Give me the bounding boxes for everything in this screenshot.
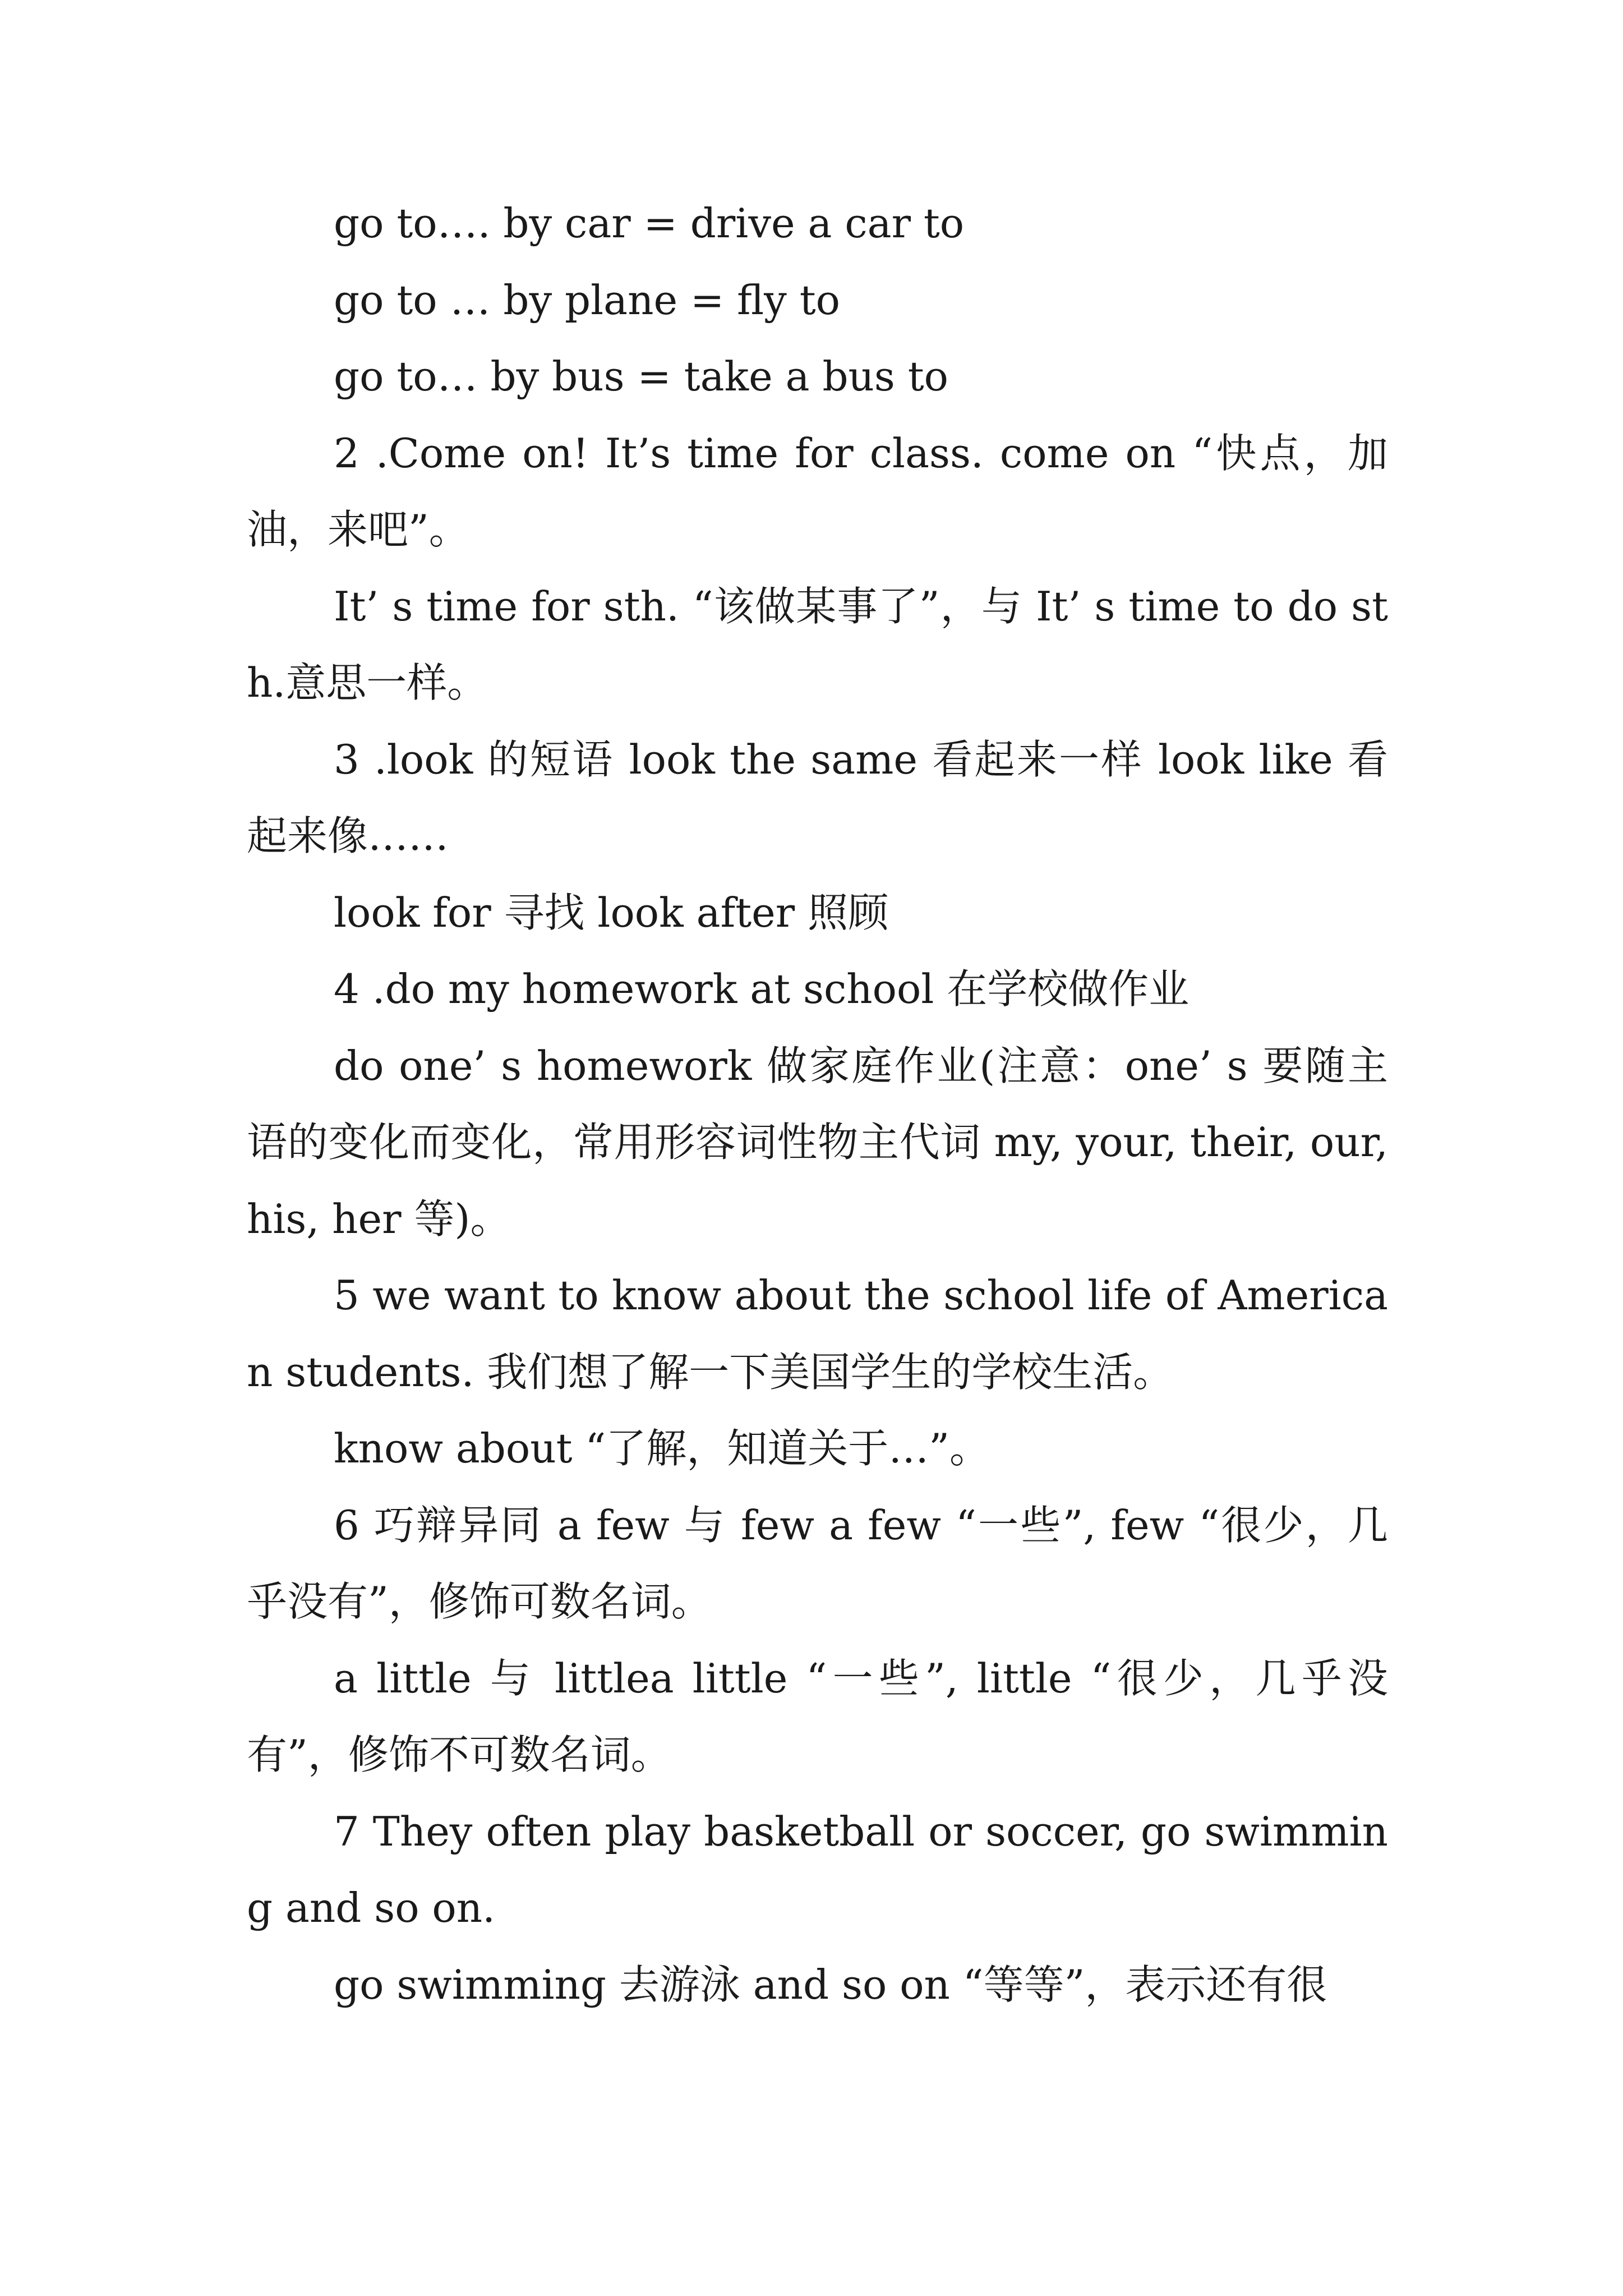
document-body: [247, 185, 1401, 2023]
paragraph-7: look for 寻找 look after 照顾: [334, 889, 889, 936]
paragraph-9: do one’ s homework 做家庭作业(注意：one’ s 要随主语的变化而变化，常用形容词性物主代词 my, your, their, our, his, her 等)。: [247, 1042, 1401, 1243]
paragraph-13: a little 与 littlea little “一些”, little “很少，几乎没有”，修饰不可数名词。: [247, 1654, 1388, 1778]
paragraph-3: go to… by bus = take a bus to: [334, 353, 949, 400]
paragraph-2: go to … by plane = fly to: [334, 276, 841, 324]
paragraph-15: go swimming 去游泳 and so on “等等”，表示还有很: [334, 1961, 1327, 2008]
paragraph-10: 5 we want to know about the school life of American students. 我们想了解一下美国学生的学校生活。: [247, 1272, 1388, 1396]
paragraph-5: It’ s time for sth. “该做某事了”，与 It’ s time to do sth.意思一样。: [247, 582, 1388, 706]
paragraph-4: 2 .Come on! It’s time for class. come on “快点，加油，来吧”。: [247, 429, 1388, 553]
paragraph-11: know about “了解，知道关于…”。: [334, 1425, 990, 1472]
paragraph-8: 4 .do my homework at school 在学校做作业: [334, 965, 1189, 1013]
paragraph-6: 3 .look 的短语 look the same 看起来一样 look like 看起来像……: [247, 735, 1388, 859]
paragraph-14: 7 They often play basketball or soccer, go swimming and so on.: [247, 1807, 1388, 1931]
paragraph-1: go to…. by car = drive a car to: [334, 200, 965, 247]
paragraph-12: 6 巧辩异同 a few 与 few a few “一些”, few “很少，几乎没有”，修饰可数名词。: [247, 1501, 1388, 1625]
